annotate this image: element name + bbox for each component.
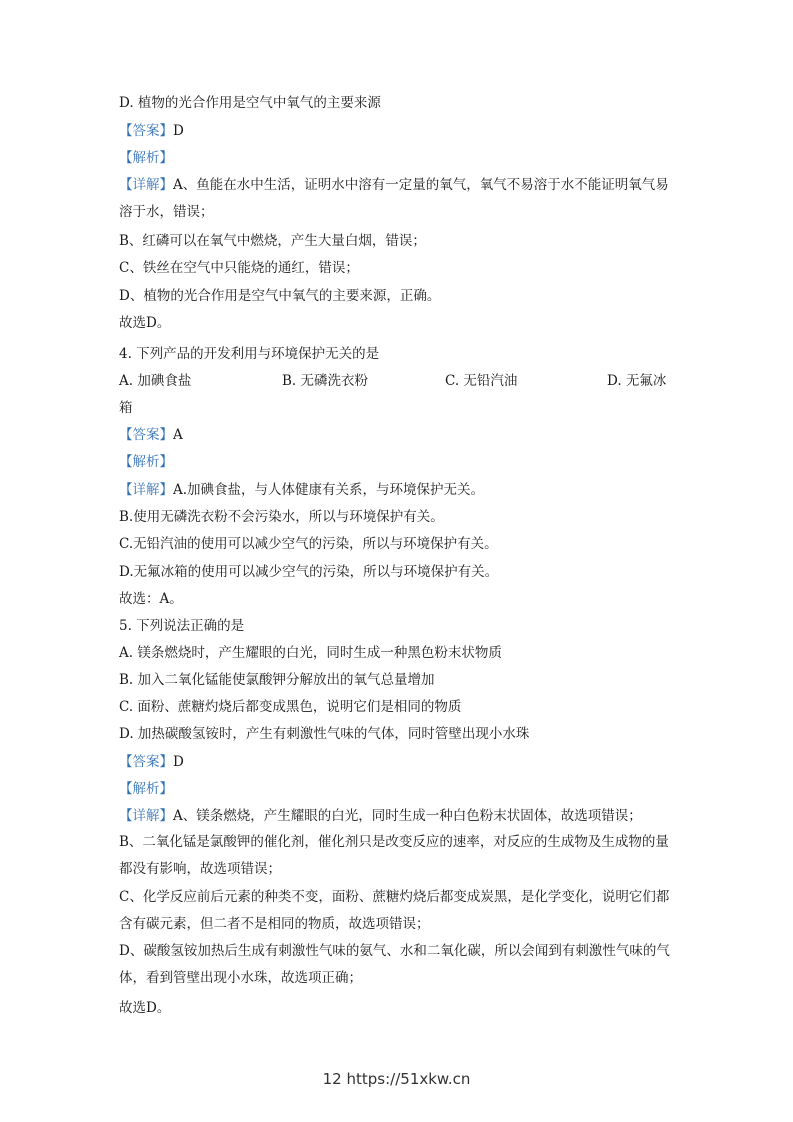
q4-option-d: D. 无氟冰: [607, 373, 667, 389]
answer-value: A: [173, 427, 183, 443]
q3-choose: 故选D。: [119, 315, 171, 331]
q5-detail-c: C、化学反应前后元素的种类不变，面粉、蔗糖灼烧后都变成炭黑，是化学变化，说明它们都含有碳元素，但二者不是相同的物质，故选项错误；: [119, 889, 670, 932]
detail-text: A、镁条燃烧，产生耀眼的白光，同时生成一种白色粉末状固体，故选项错误；: [173, 808, 642, 824]
footer-url[interactable]: https://51xkw.cn: [346, 1070, 471, 1088]
q3-answer: [119, 121, 184, 141]
q4-option-c: C. 无铅汽油: [445, 373, 518, 389]
answer-value: D: [173, 123, 184, 139]
q3-option-d: D. 植物的光合作用是空气中氧气的主要来源: [119, 95, 381, 111]
q3-analysis-tag: 【解析】: [119, 150, 173, 166]
q5-option-d: D. 加热碳酸氢铵时，产生有刺激性气味的气体，同时管壁出现小水珠: [119, 726, 530, 742]
detail-text: A.加碘食盐，与人体健康有关系，与环境保护无关。: [173, 482, 485, 498]
q4-detail-a: [119, 480, 484, 500]
q3-detail-a: [119, 172, 675, 226]
q5-option-c: C. 面粉、蔗糖灼烧后都变成黑色，说明它们是相同的物质: [119, 699, 462, 715]
detail-tag: 【详解】: [119, 808, 173, 824]
detail-tag: 【详解】: [119, 482, 173, 498]
q4-detail-c: C.无铅汽油的使用可以减少空气的污染，所以与环境保护有关。: [119, 536, 498, 552]
page-footer: [0, 1070, 793, 1088]
answer-tag: 【答案】: [119, 427, 173, 443]
q4-choose: 故选：A。: [119, 591, 183, 607]
q5-stem: 5. 下列说法正确的是: [119, 618, 245, 634]
q5-detail-b: B、二氧化锰是氯酸钾的催化剂，催化剂只是改变反应的速率，对反应的生成物及生成物的量都没有影响，故选项错误；: [119, 834, 669, 877]
q4-stem: 4. 下列产品的开发利用与环境保护无关的是: [119, 346, 380, 362]
detail-text: A、鱼能在水中生活，证明水中溶有一定量的氧气，氧气不易溶于水不能证明氧气易溶于水，错误；: [119, 177, 669, 220]
q5-choose: 故选D。: [119, 1000, 171, 1016]
q4-detail-b: B.使用无磷洗衣粉不会污染水，所以与环境保护有关。: [119, 509, 444, 525]
page-number: 12: [322, 1070, 342, 1088]
q5-detail-a: [119, 806, 642, 826]
q5-detail-d: D、碳酸氢铵加热后生成有刺激性气味的氨气、水和二氧化碳，所以会闻到有刺激性气味的气体，看到管壁出现小水珠，故选项正确；: [119, 943, 670, 986]
q4-option-d-cont: 箱: [119, 400, 133, 416]
q4-analysis-tag: 【解析】: [119, 454, 173, 470]
q4-option-a: A. 加碘食盐: [119, 373, 192, 389]
q4-option-b: B. 无磷洗衣粉: [282, 373, 369, 389]
q4-answer: [119, 425, 183, 445]
q5-option-a: A. 镁条燃烧时，产生耀眼的白光，同时生成一种黑色粉末状物质: [119, 645, 502, 661]
q5-option-b: B. 加入二氧化锰能使氯酸钾分解放出的氧气总量增加: [119, 672, 435, 688]
q4-detail-d: D.无氟冰箱的使用可以减少空气的污染，所以与环境保护有关。: [119, 564, 499, 580]
q5-analysis-tag: 【解析】: [119, 781, 173, 797]
detail-tag: 【详解】: [119, 177, 173, 193]
answer-tag: 【答案】: [119, 754, 173, 770]
answer-tag: 【答案】: [119, 123, 173, 139]
q5-answer: [119, 752, 184, 772]
q3-detail-d: D、植物的光合作用是空气中氧气的主要来源，正确。: [119, 288, 441, 304]
answer-value: D: [173, 754, 184, 770]
q3-detail-b: B、红磷可以在氧气中燃烧，产生大量白烟，错误；: [119, 233, 426, 249]
q3-detail-c: C、铁丝在空气中只能烧的通红，错误；: [119, 260, 359, 276]
